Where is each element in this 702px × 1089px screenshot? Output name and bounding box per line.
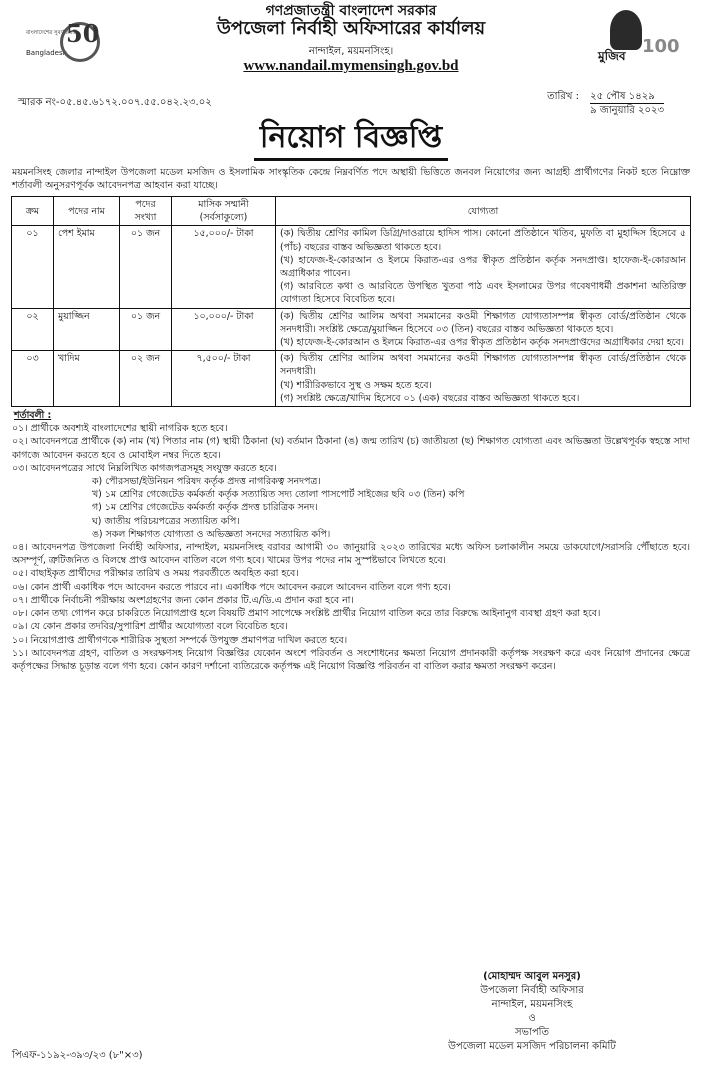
header-post: পদের নাম: [54, 197, 120, 226]
logo-right-number: 100: [642, 36, 680, 57]
logo-left-number: 50: [66, 19, 100, 48]
qualification-line: (গ) আরবিতে কথা ও আরবিতে উপস্থিত খুতবা পাঠ এবং ইসলামের উপর গবেষণাধর্মী প্রকাশনা অতিরিক্ত যোগ্যতা হিসেবে বিবেচিত হবে।: [280, 281, 686, 306]
row-count: ০১ জন: [120, 308, 172, 351]
logo-left-small: Bangladesh: [26, 49, 68, 57]
row-post: পেশ ইমাম: [54, 226, 120, 308]
term-item: ০৫। বাছাইকৃত প্রার্থীদের পরীক্ষার তারিখ ও সময় পরবর্তীতে অবহিত করা হবে।: [12, 568, 299, 580]
signatory-committee: উপজেলা মডেল মসজিদ পরিচালনা কমিটি: [448, 1041, 616, 1052]
portrait-icon: [610, 10, 642, 50]
term-item: ০৯। যে কোন প্রকার তদবির/সুপারিশ প্রার্থীর অযোগ্যতা বলে বিবেচিত হবে।: [12, 621, 288, 633]
row-salary: ১৫,০০০/- টাকা: [172, 226, 276, 308]
row-qualification: [276, 351, 691, 407]
qualification-line: (গ) সংশ্লিষ্ট ক্ষেত্রে/খাদিম হিসেবে ০১ (এক) বছরের বাস্তব অভিজ্ঞতা থাকতে হবে।: [280, 392, 580, 404]
signatory-designation: উপজেলা নির্বাহী অফিসার: [480, 985, 584, 996]
date-bangla: ২৫ পৌষ ১৪২৯: [590, 90, 664, 104]
table-header-row: [12, 197, 691, 226]
signatory-name: (মোহাম্মদ আবুল মনসুর): [483, 971, 581, 982]
office-location: নান্দাইল, ময়মনসিংহ।: [308, 46, 394, 57]
office-name: উপজেলা নির্বাহী অফিসারের কার্যালয়: [216, 18, 486, 39]
date-english: ৯ জানুয়ারি ২০২৩: [590, 105, 664, 116]
qualification-line: (ক) দ্বিতীয় শ্রেণির কামিল ডিগ্রি/দাওরায়ে হাদিস পাস। কোনো প্রতিষ্ঠানে খতিব, মুফতি বা মুহাদ্দিস হিসেবে ৫ (পাঁচ) বছরের বাস্তব অভিজ্ঞতা থাকতে হবে।: [280, 228, 686, 253]
terms-list: [8, 422, 694, 673]
row-salary: ৭,৫০০/- টাকা: [172, 351, 276, 407]
term-item: ০২। আবেদনপত্রে প্রার্থীকে (ক) নাম (খ) পিতার নাম (গ) স্থায়ী ঠিকানা (ঘ) বর্তমান ঠিকানা (ঙ) জন্ম তারিখ (চ) জাতীয়তা (ছ) শিক্ষাগত যোগ্যতা এবং অভিজ্ঞতা উল্লেখপূর্বক স্বহস্তে সাদা কাগজে আবেদন করতে হবে ও মোবাইল নম্বর দিতে হবে।: [12, 436, 690, 461]
mujib-100-logo: [592, 10, 680, 72]
qualification-line: (ক) দ্বিতীয় শ্রেণির আলিম অথবা সমমানের কওমী শিক্ষাগত যোগ্যতাসম্পন্ন স্বীকৃত বোর্ড/প্রতিষ্ঠান থেকে সনদধারী।: [280, 353, 686, 378]
term-item: ০৭। প্রার্থীকে নির্বাচনী পরীক্ষায় অংশগ্রহণের জন্য কোন প্রকার টি.এ/ডি.এ প্রদান করা হবে না।: [12, 594, 354, 606]
terms-heading: শর্তাবলী :: [14, 410, 52, 422]
qualification-line: (খ) হাফেজ-ই-কোরআন ও ইলমে কিরাত-এর ওপর স্বীকৃত প্রতিষ্ঠান কর্তৃক সনদপ্রাপ্ত। হাফেজ-ই-কোরআন অগ্রাধিকার পাবেন।: [280, 254, 686, 280]
table-row: [12, 226, 691, 308]
memo-row: [8, 91, 694, 130]
qualification-line: (খ) হাফেজ-ই-কোরআন ও ইলমে কিরাত-এর ওপর স্বীকৃত প্রতিষ্ঠান কর্তৃক সনদপ্রাপ্তদের অগ্রাধিকার দেয়া হবে।: [280, 337, 684, 349]
signatory-and: ও: [528, 1013, 536, 1024]
term-subitem: খ) ১ম শ্রেণির গেজেটেড কর্মকর্তা কর্তৃক সত্যায়িত সদ্য তোলা পাসপোর্ট সাইজের ছবি ০৩ (তিন) কপি: [92, 489, 465, 501]
signatory-place: নান্দাইল, ময়মনসিংহ: [491, 999, 573, 1010]
date-block: [547, 90, 664, 117]
header-count: পদের সংখ্যা: [120, 197, 172, 226]
row-post: মুয়াজ্জিন: [54, 308, 120, 351]
term-item: ০৪। আবেদনপত্র উপজেলা নির্বাহী অফিসার, নান্দাইল, ময়মনসিংহ বরাবর আগামী ৩০ জানুয়ারি ২০২৩ তারিখের মধ্যে অফিস চলাকালীন সময়ে ডাকযোগে/সরাসরি পৌঁছাতে হবে। অসম্পূর্ণ, ত্রুটিজনিত ও বিলম্বে প্রাপ্ত আবেদন বাতিল বলে গণ্য হবে। খামের উপর পদের নাম সুস্পষ্টভাবে লিখতে হবে।: [12, 542, 690, 567]
notice-title: নিয়োগ বিজ্ঞপ্তি: [254, 118, 448, 161]
government-name: গণপ্রজাতন্ত্রী বাংলাদেশ সরকার: [265, 3, 437, 19]
date-label: তারিখ :: [547, 91, 579, 102]
header-serial: ক্রম: [12, 197, 54, 226]
row-qualification: [276, 226, 691, 308]
signature-block: [412, 970, 652, 1054]
signatory-role: সভাপতি: [514, 1027, 550, 1038]
term-item: ০৮। কোন তথ্য গোপন করে চাকরিতে নিয়োগপ্রাপ্ত হলে বিষয়টি প্রমাণ সাপেক্ষে সংশ্লিষ্ট প্রার্থীর নিয়োগ বাতিল করে তার বিরুদ্ধে আইনানুগ ব্যবস্থা গ্রহণ করা হবে।: [12, 608, 601, 620]
header: [8, 0, 694, 96]
row-serial: ০৩: [12, 351, 54, 407]
term-item: ০১। প্রার্থীকে অবশ্যই বাংলাদেশের স্থায়ী নাগরিক হতে হবে।: [12, 423, 228, 435]
table-row: [12, 308, 691, 351]
posts-table: [11, 196, 691, 407]
term-subitem: ঘ) জাতীয় পরিচয়পত্রের সত্যায়িত কপি।: [92, 515, 240, 527]
row-post: খাদিম: [54, 351, 120, 407]
website-link[interactable]: www.nandail.mymensingh.gov.bd: [243, 58, 459, 74]
row-serial: ০১: [12, 226, 54, 308]
row-salary: ১০,০০০/- টাকা: [172, 308, 276, 351]
row-count: ০২ জন: [120, 351, 172, 407]
term-item: ১১। আবেদনপত্র গ্রহণ, বাতিল ও সংরক্ষণসহ নিয়োগ বিজ্ঞপ্তির যেকোন অংশে পরিবর্তন ও সংশোধনের ক্ষমতা নিয়োগ প্রদানকারী কর্তৃপক্ষ সংরক্ষণ করে এবং নিয়োগ প্রদানের ক্ষেত্রে কর্তৃপক্ষের সিদ্ধান্ত চূড়ান্ত বলে গণ্য হবে। কোন কারণ দর্শানো ব্যতিরেকে কর্তৃপক্ষ এই নিয়োগ বিজ্ঞপ্তি পরিবর্তন বা বাতিল করার ক্ষমতা সংরক্ষণ করেন।: [12, 647, 690, 672]
term-item: ০৬। কোন প্রার্থী একাধিক পদে আবেদন করতে পারবে না। একাধিক পদে আবেদন করলে আবেদন বাতিল বলে গণ্য হবে।: [12, 581, 451, 593]
intro-paragraph: ময়মনসিংহ জেলার নান্দাইল উপজেলা মডেল মসজিদ ও ইসলামিক সাংস্কৃতিক কেন্দ্রে নিম্নবর্ণিত পদে অস্থায়ী ভিত্তিতে জনবল নিয়োগের জন্য আগ্রহী প্রার্থীগণের নিকট হতে নিম্নোক্ত শর্তাবলী অনুসরণপূর্বক আবেদনপত্র আহবান করা যাচ্ছে।: [12, 167, 690, 192]
term-item: ০৩। আবেদনপত্রের সাথে নিম্নলিখিত কাগজপত্রসমূহ সংযুক্ত করতে হবে।: [12, 462, 277, 474]
qualification-line: (খ) শারীরিকভাবে সুস্থ ও সক্ষম হতে হবে।: [280, 379, 432, 391]
term-subitem: ক) পৌরসভা/ইউনিয়ন পরিষদ কর্তৃক প্রদত্ত নাগরিকত্ব সনদপত্র।: [92, 476, 321, 488]
footer-code: পিএফ-১১৯২-৩৯৩/২৩ (৮"×৩): [12, 1050, 143, 1061]
term-subitem: ঙ) সকল শিক্ষাগত যোগ্যতা ও অভিজ্ঞতা সনদের সত্যায়িত কপি।: [92, 528, 331, 540]
qualification-line: (ক) দ্বিতীয় শ্রেণির আলিম অথবা সমমানের কওমী শিক্ষাগত যোগ্যতাসম্পন্ন স্বীকৃত বোর্ড/প্রতিষ্ঠান থেকে সনদধারী। সংশ্লিষ্ট ক্ষেত্রে/মুয়াজ্জিন হিসেবে ০৩ (তিন) বছরের বাস্তব অভিজ্ঞতা থাকতে হবে।: [280, 310, 686, 335]
term-subitem: গ) ১ম শ্রেণির গেজেটেড কর্মকর্তা কর্তৃক প্রদত্ত চারিত্রিক সনদ।: [92, 502, 318, 514]
memo-number: স্মারক নং-০৫.৪৫.৬১৭২.০০৭.৫৫.০৪২.২৩.০২: [18, 97, 212, 108]
header-qualification: যোগ্যতা: [276, 197, 691, 226]
term-item: ১০। নিয়োগপ্রাপ্ত প্রার্থীগণকে শারীরিক সুস্থতা সম্পর্কে উপযুক্ত প্রমাণপত্র দাখিল করতে হবে।: [12, 634, 348, 646]
row-qualification: [276, 308, 691, 351]
logo-left-text: বাংলাদেশের সুবর্ণজয়ন্তী: [26, 30, 78, 36]
row-count: ০১ জন: [120, 226, 172, 308]
date-values: [590, 90, 664, 117]
header-salary: মাসিক সম্মানী (সর্বসাকুল্যে): [172, 197, 276, 226]
logo-right-text: মুজিব: [598, 49, 626, 63]
row-serial: ০২: [12, 308, 54, 351]
table-row: [12, 351, 691, 407]
